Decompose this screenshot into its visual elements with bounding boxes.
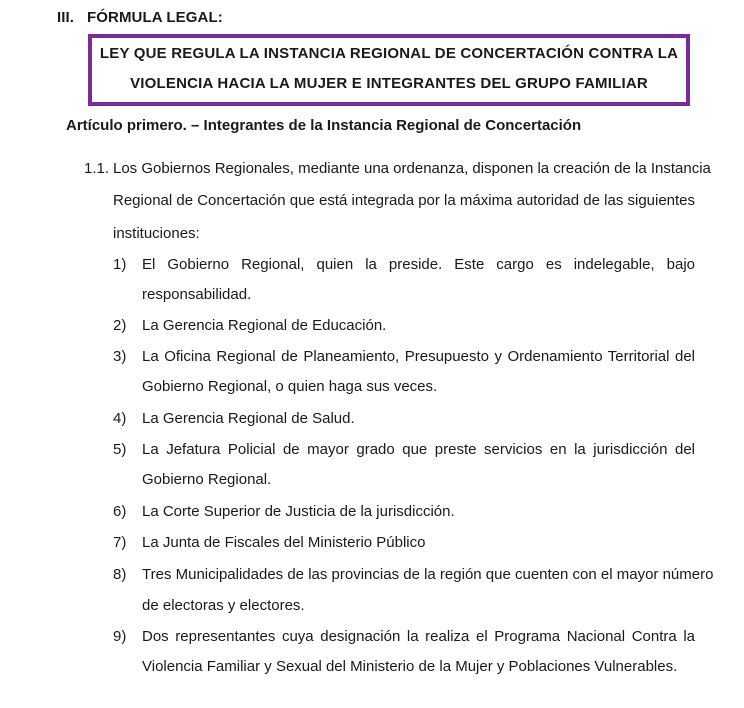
list-item-text: Gobierno Regional, o quien haga sus veces. [142, 378, 438, 395]
list-item-text: La Oficina Regional de Planeamiento, Presupuesto y Ordenamiento Territorial del [142, 348, 695, 365]
list-item-number: 3) [113, 348, 127, 365]
law-title-line-2: VIOLENCIA HACIA LA MUJER E INTEGRANTES DEL GRUPO FAMILIAR [130, 75, 648, 92]
list-item-text: La Corte Superior de Justicia de la jurisdicción. [142, 503, 455, 520]
list-item-text: Dos representantes cuya designación la realiza el Programa Nacional Contra la [142, 628, 695, 645]
list-item-text: Gobierno Regional. [142, 471, 272, 488]
law-title-line-1: LEY QUE REGULA LA INSTANCIA REGIONAL DE CONCERTACIÓN CONTRA LA [99, 45, 679, 62]
list-item-text: La Gerencia Regional de Educación. [142, 317, 387, 334]
list-item-text: de electoras y electores. [142, 597, 305, 614]
section-title: FÓRMULA LEGAL: [87, 9, 223, 26]
list-item-text: Violencia Familiar y Sexual del Ministerio de la Mujer y Poblaciones Vulnerables. [142, 658, 678, 675]
list-item-number: 4) [113, 410, 127, 427]
list-item-text: responsabilidad. [142, 286, 252, 303]
paragraph-number: 1.1. [84, 160, 110, 177]
list-item-number: 7) [113, 534, 127, 551]
list-item-number: 8) [113, 566, 127, 583]
paragraph-line: instituciones: [113, 225, 200, 242]
list-item-number: 1) [113, 256, 127, 273]
paragraph-line: Los Gobiernos Regionales, mediante una ordenanza, disponen la creación de la Instancia [113, 160, 711, 177]
list-item-number: 2) [113, 317, 127, 334]
section-heading [57, 9, 223, 26]
list-item-text: Tres Municipalidades de las provincias de la región que cuenten con el mayor número [142, 566, 714, 583]
section-number: III. [57, 9, 75, 26]
list-item-number: 9) [113, 628, 127, 645]
list-item-text: La Jefatura Policial de mayor grado que preste servicios en la jurisdicción del [142, 441, 695, 458]
paragraph-line: Regional de Concertación que está integrada por la máxima autoridad de las siguientes [113, 192, 696, 209]
law-title-box [88, 34, 690, 106]
list-item-text: El Gobierno Regional, quien la preside. Este cargo es indelegable, bajo [142, 256, 695, 273]
list-item-text: La Junta de Fiscales del Ministerio Público [142, 534, 426, 551]
article-heading: Artículo primero. – Integrantes de la Instancia Regional de Concertación [66, 117, 582, 134]
list-item-number: 6) [113, 503, 127, 520]
list-item-number: 5) [113, 441, 127, 458]
list-item-text: La Gerencia Regional de Salud. [142, 410, 355, 427]
